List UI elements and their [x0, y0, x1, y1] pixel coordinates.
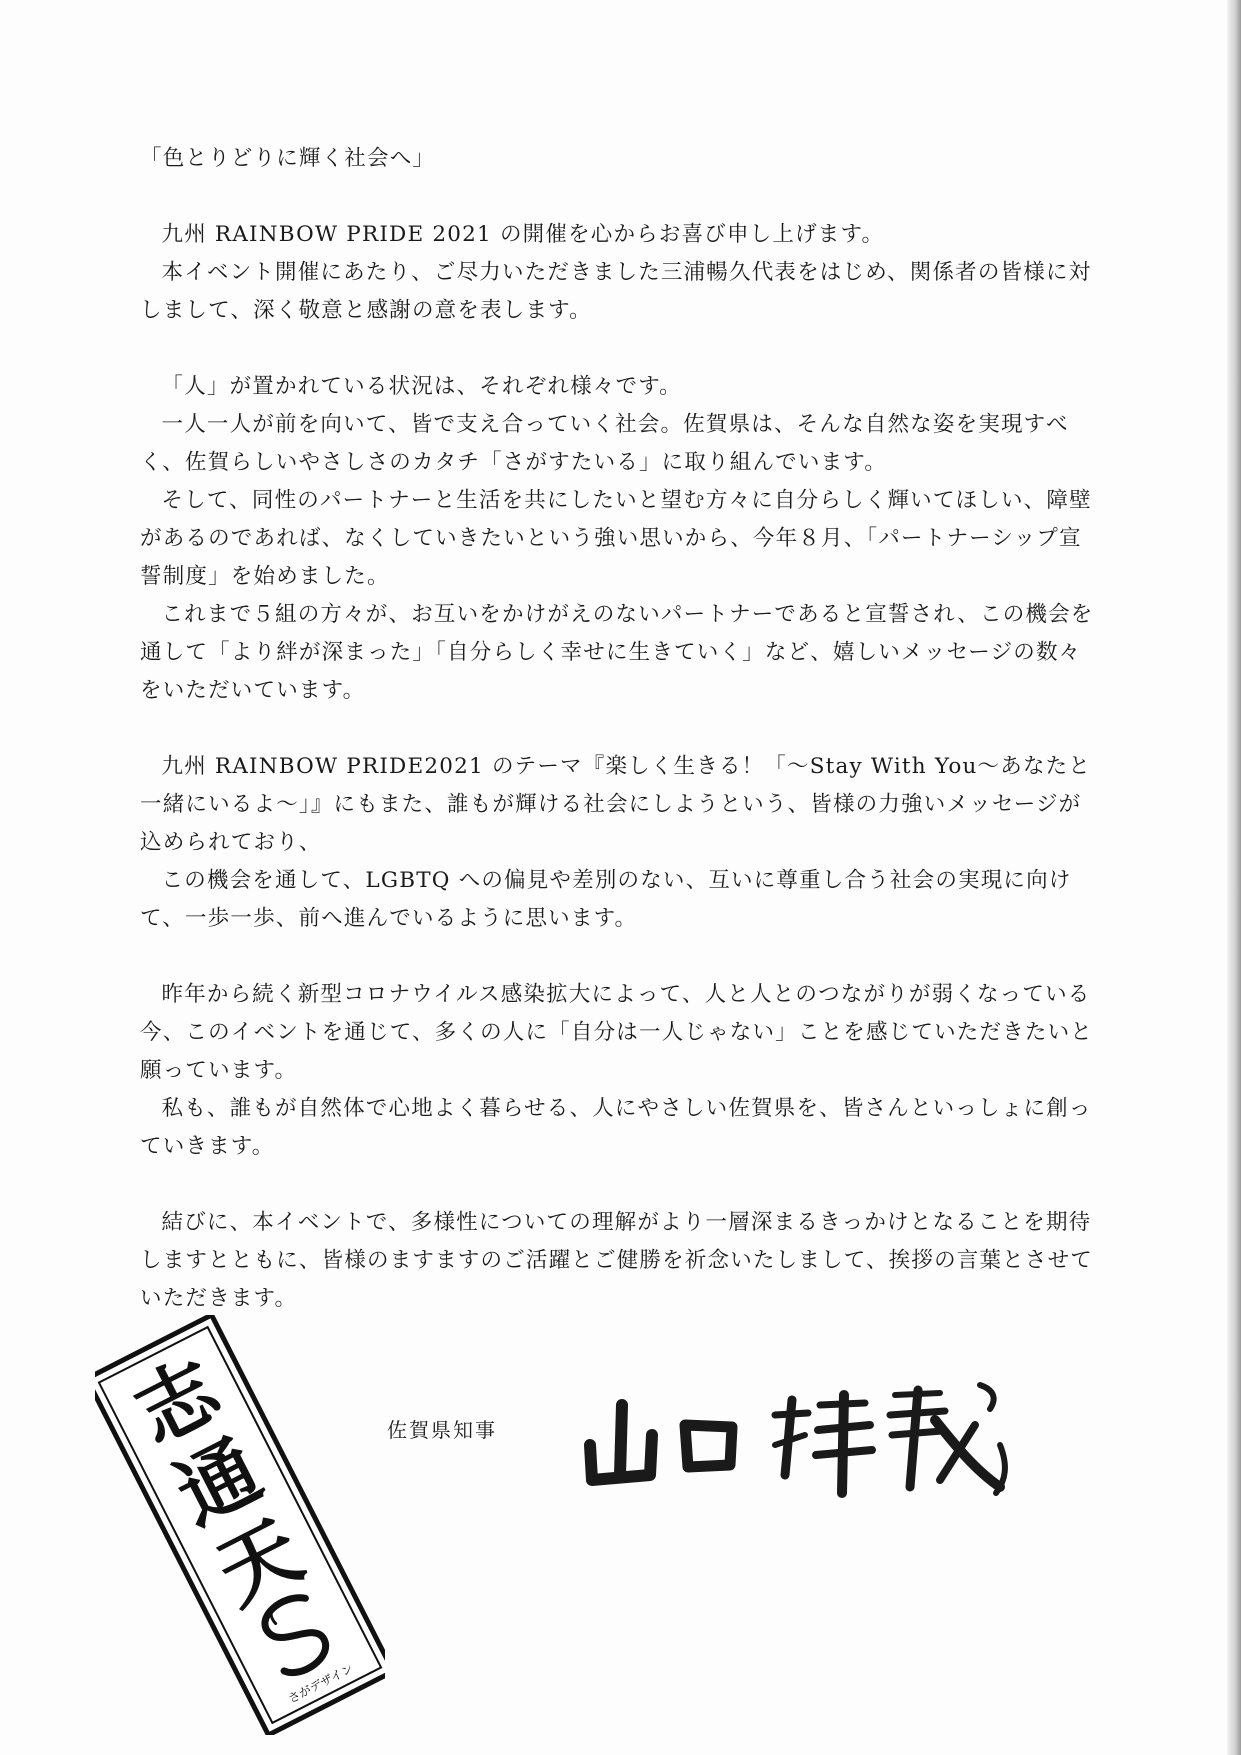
paragraph-gap [140, 330, 1095, 368]
letter-paragraph-7: 九州 RAINBOW PRIDE2021 のテーマ『楽しく生きる！「〜Stay With You〜あなたと一緒にいるよ〜」』にもまた、誰もが輝ける社会にしようという、皆様の力強いメッセージが込められており、 [140, 754, 1092, 855]
paragraph-gap [140, 178, 1095, 216]
governor-signature [580, 1375, 1020, 1505]
letter-paragraph-11: 結びに、本イベントで、多様性についての理解がより一層深まるきっかけとなることを期待しますとともに、皆様のますますのご活躍とご健勝を祈念いたしまして、挨拶の言葉とさせていただきます。 [140, 1210, 1093, 1311]
letter-heading: 「色とりどりに輝く社会へ」 [140, 146, 436, 171]
letter-paragraph-6: これまで５組の方々が、お互いをかけがえのないパートナーであると宣誓され、この機会を通して「より絆が深まった」「自分らしく幸せに生きていく」など、嬉しいメッセージの数々をいただいています。 [140, 602, 1094, 703]
scan-edge-shadow [1227, 0, 1241, 1755]
letter-paragraph-4: 一人一人が前を向いて、皆で支え合っていく社会。佐賀県は、そんな自然な姿を実現すべく、佐賀らしいやさしさのカタチ「さがすたいる」に取り組んでいます。 [140, 412, 1069, 475]
paragraph-gap [140, 938, 1095, 976]
letter-paragraph-8: この機会を通して、LGBTQ への偏見や差別のない、互いに尊重し合う社会の実現に向けて、一歩一歩、前へ進んでいるように思います。 [140, 868, 1072, 931]
letter-paragraph-10: 私も、誰もが自然体で心地よく暮らせる、人にやさしい佐賀県を、皆さんといっしょに創っていきます。 [140, 1096, 1092, 1159]
governor-title: 佐賀県知事 [387, 1418, 497, 1442]
letter-paragraph-9: 昨年から続く新型コロナウイルス感染拡大によって、人と人とのつながりが弱くなっている今、このイベントを通じて、多くの人に「自分は一人じゃない」ことを感じていただきたいと願っています。 [140, 982, 1093, 1083]
letter-paragraph-2: 本イベント開催にあたり、ご尽力いただきました三浦暢久代表をはじめ、関係者の皆様に対しまして、深く敬意と感謝の意を表します。 [140, 260, 1092, 323]
sagadesign-stamp [95, 1315, 385, 1735]
stamp-char-1: 志 [120, 1342, 235, 1463]
stamp-char-3: 天 [202, 1502, 317, 1623]
stamp-small-text: さがデザイン [285, 1661, 356, 1706]
paragraph-gap [140, 1166, 1095, 1204]
letter-paragraph-5: そして、同性のパートナーと生活を共にしたいと望む方々に自分らしく輝いてほしい、障壁があるのであれば、なくしていきたいという強い思いから、今年８月、「パートナーシップ宣誓制度」を始めました。 [140, 488, 1092, 589]
letter-body [140, 140, 1095, 1318]
paragraph-gap [140, 710, 1095, 748]
letter-paragraph-1: 九州 RAINBOW PRIDE 2021 の開催を心からお喜び申し上げます。 [161, 222, 885, 247]
stamp-char-2: 通 [161, 1422, 276, 1543]
letter-paragraph-3: 「人」が置かれている状況は、それぞれ様々です。 [161, 374, 682, 399]
